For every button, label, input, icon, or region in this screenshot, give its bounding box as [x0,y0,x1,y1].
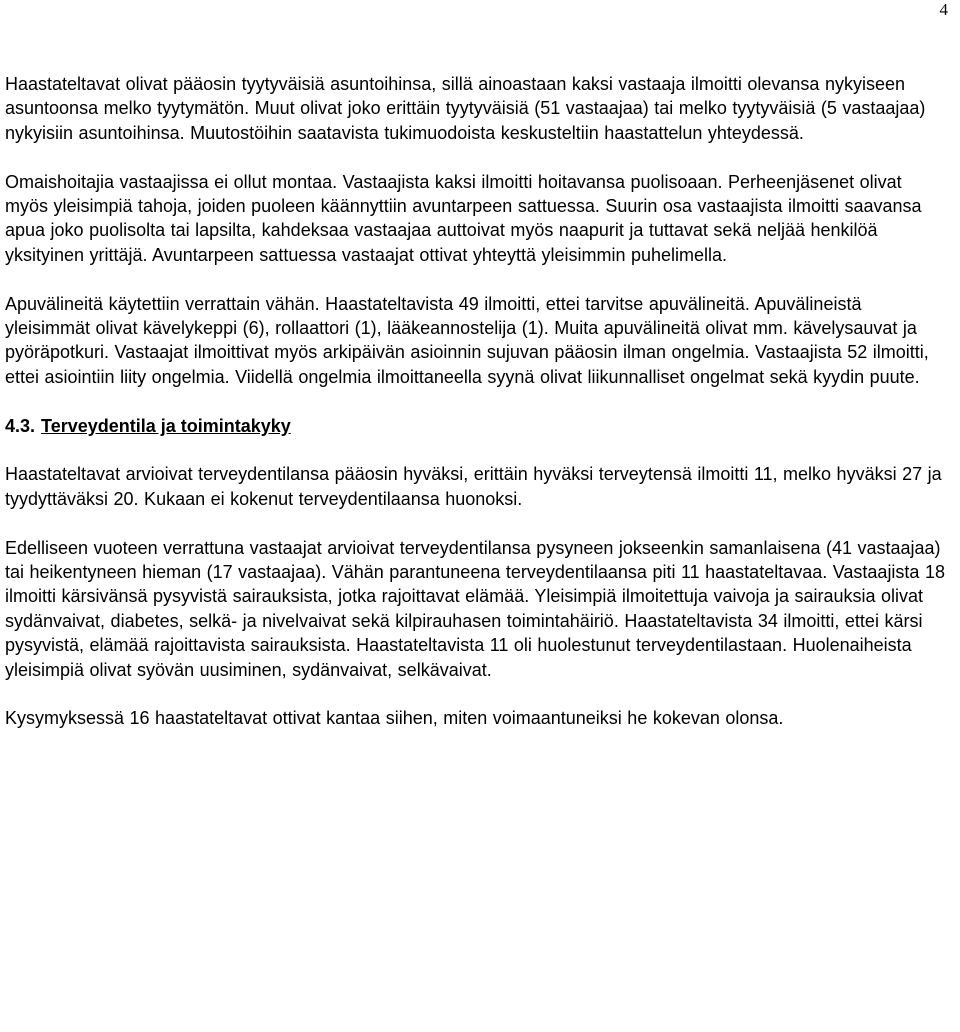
paragraph-health-change: Edelliseen vuoteen verrattuna vastaajat arvioivat terveydentilansa pysyneen jokseenkin samanlaisena (41 vastaajaa) tai heikentyneen hieman (17 vastaajaa). Vähän parantuneena terveydentilaansa piti 11 haastateltavaa. Vastaajista 18 ilmoitti kärsivänsä pysyvistä sairauksista, jotka rajoittavat elämää. Yleisimpiä ilmoitettuja vaivoja ja sairauksia olivat sydänvaivat, diabetes, selkä- ja nivelvaivat sekä kilpirauhasen toimintahäiriö. Haastateltavista 34 ilmoitti, ettei kärsi pysyvistä, elämää rajoittavista sairauksista. Haastateltavista 11 oli huolestunut terveydentilastaan. Huolenaiheista yleisimpiä olivat syövän uusiminen, sydänvaivat, selkävaivat. [5,537,945,680]
paragraph-health-assessment: Haastateltavat arvioivat terveydentilansa pääosin hyväksi, erittäin hyväksi terveytensä ilmoitti 11, melko hyväksi 27 ja tyydyttäväksi 20. Kukaan ei kokenut terveydentilaansa huonoksi. [5,464,942,509]
paragraph-empowerment: Kysymyksessä 16 haastateltavat ottivat kantaa siihen, miten voimaantuneiksi he kokevan olonsa. [5,708,784,729]
document-body [5,72,945,731]
paragraph-housing-satisfaction: Haastateltavat olivat pääosin tyytyväisiä asuntoihinsa, sillä ainoastaan kaksi vastaaja ilmoitti olevansa nykyiseen asuntoonsa melko tyytymätön. Muut olivat joko erittäin tyytyväisiä (51 vastaajaa) tai melko tyytyväisiä (5 vastaajaa) nykyisiin asuntoihinsa. Muutostöihin saatavista tukimuodoista keskusteltiin haastattelun yhteydessä. [5,74,926,143]
section-heading [5,414,945,438]
paragraph-aids: Apuvälineitä käytettiin verrattain vähän. Haastateltavista 49 ilmoitti, ettei tarvitse apuvälineitä. Apuvälineistä yleisimmät olivat kävelykeppi (6), rollaattori (1), lääkeannostelija (1). Muita apuvälineitä olivat mm. kävelysauvat ja pyöräpotkuri. Vastaajat ilmoittivat myös arkipäivän asioinnin sujuvan pääosin ilman ongelmia. Vastaajista 52 ilmoitti, ettei asiointiin liity ongelmia. Viidellä ongelmia ilmoittaneella syynä olivat liikunnalliset ongelmat sekä kyydin puute. [5,293,929,387]
page-number: 4 [939,0,948,19]
section-title: Terveydentila ja toimintakyky [41,415,291,436]
section-number: 4.3. [5,415,36,436]
paragraph-caregivers: Omaishoitajia vastaajissa ei ollut montaa. Vastaajista kaksi ilmoitti hoitavansa puolisoaan. Perheenjäsenet olivat myös yleisimpiä tahoja, joiden puoleen käännyttiin avuntarpeen sattuessa. Suurin osa vastaajista ilmoitti saavansa apua joko puolisolta tai lapsilta, kahdeksaa vastaajaa auttoivat myös naapurit ja tuttavat sekä neljää henkilöä yksityinen yrittäjä. Avuntarpeen sattuessa vastaajat ottivat yhteyttä yleisimmin puhelimella. [5,171,922,265]
